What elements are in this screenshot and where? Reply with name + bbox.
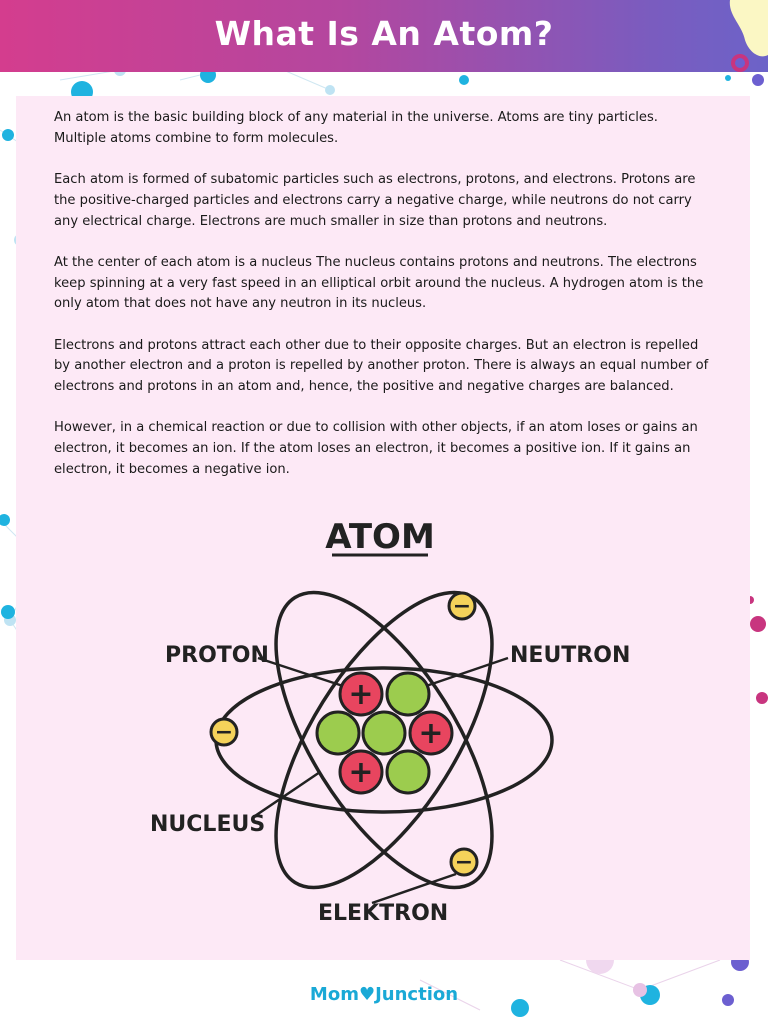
momjunction-logo (0, 984, 768, 1005)
paragraph: Electrons and protons attract each other due to their opposite charges. But an electron is repelled by another electron and a proton is repelled by another proton. There is always an equal number of electrons and protons in an atom and, hence, the positive and negative charges are balanced. (54, 337, 709, 395)
neutron-particle (317, 712, 359, 754)
logo-text-junction: Junction (375, 984, 459, 1005)
minus-icon: − (454, 850, 474, 875)
paragraph: An atom is the basic building block of any material in the universe. Atoms are tiny particles. Multiple atoms combine to form molecules. (54, 110, 658, 146)
nucleus-label: NUCLEUS (150, 812, 266, 837)
logo-text-mom: Mom (309, 984, 359, 1005)
article-body (54, 108, 714, 501)
plus-icon: + (348, 755, 374, 790)
page-header (0, 0, 768, 72)
minus-icon: − (452, 594, 472, 619)
neutron-label: NEUTRON (510, 643, 631, 668)
plus-icon: + (418, 716, 444, 751)
bubble-decoration-icon (700, 0, 768, 100)
diagram-title: ATOM (325, 517, 435, 557)
atom-diagram (140, 508, 640, 938)
paragraph: Each atom is formed of subatomic particles such as electrons, protons, and electrons. Protons are the positive-charged particles and electrons carry a negative charge, while neutrons do not carry any electrical charge. Electrons are much smaller in size than protons and neutrons. (54, 172, 696, 229)
minus-icon: − (214, 720, 234, 745)
logo-heart-icon: ♥ (358, 984, 376, 1005)
proton-label: PROTON (165, 643, 269, 668)
neutron-particle (387, 673, 429, 715)
neutron-particle (387, 751, 429, 793)
electron-label: ELEKTRON (318, 901, 449, 926)
plus-icon: + (348, 677, 374, 712)
neutron-particle (363, 712, 405, 754)
paragraph: At the center of each atom is a nucleus The nucleus contains protons and neutrons. The electrons keep spinning at a very fast speed in an elliptical orbit around the nucleus. A hydrogen atom is the only atom that does not have any neutron in its nucleus. (54, 254, 704, 312)
page-title: What Is An Atom? (214, 14, 554, 53)
paragraph: However, in a chemical reaction or due to collision with other objects, if an atom loses or gains an electron, it becomes an ion. If the atom loses an electron, it becomes a positive ion. If it gains an electron, it becomes a negative ion. (54, 420, 698, 477)
